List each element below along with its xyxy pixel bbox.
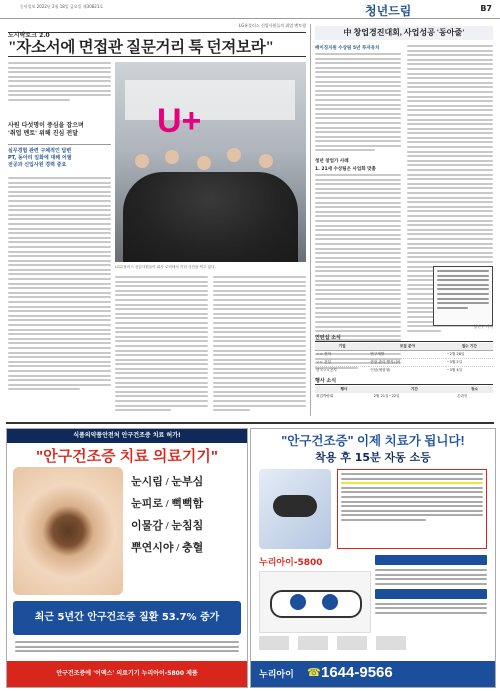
table-header: 장소 xyxy=(471,387,478,391)
symptom-item: 눈시림 / 눈부심 xyxy=(131,476,204,488)
masthead: 동아일보 2022년 2월 18일 금요일 제30821호 xyxy=(20,4,104,9)
table-cell: 2월 21일~22일 xyxy=(373,394,400,398)
ad-right xyxy=(250,428,496,688)
table-header: 접수 기간 xyxy=(446,343,493,351)
ad-left-stat: 최근 5년간 안구건조증 질환 53.7% 증가 xyxy=(34,612,220,623)
table-cell: ㅇㅇ 전자 xyxy=(315,351,369,359)
phone-number[interactable]: 1644-9566 xyxy=(321,664,393,681)
sub-heading-1: 사원 다섯명이 중심을 잡으며 '취업 멘토' 위해 진심 전달 xyxy=(8,122,84,137)
table-cell: 현장 관리 엔지니어 xyxy=(369,359,445,367)
ad-right-sub: 착용 후 15분 자동 소등 xyxy=(315,451,431,464)
ad-right-side-text xyxy=(375,555,487,617)
note-box xyxy=(433,266,493,326)
body-column-3 xyxy=(213,276,306,414)
symptom-list xyxy=(131,473,241,555)
table-row xyxy=(315,359,493,367)
ad-left-topline: 식품의약품안전처 안구건조증 치료 허가! xyxy=(7,429,247,443)
page-number: B7 xyxy=(480,4,492,13)
symptom-item: 이물감 / 눈침침 xyxy=(131,520,204,532)
table-cell: ~3월 2일 xyxy=(446,359,493,367)
ad-left-fineprint xyxy=(15,641,239,655)
device-photo xyxy=(259,469,331,549)
ad-left-footer: 안구건조증에 '이맥스' 의료기기 누리아이-5800 제품 xyxy=(7,661,247,687)
right-heading-3: 1. 21세 수상팀은 사업화 맞춤 xyxy=(315,167,376,172)
section-subtitle: LG유플러스 신입사원들의 취업 멘토링 xyxy=(238,23,306,28)
table-cell: 인턴(체험형) xyxy=(370,368,391,372)
right-body-1 xyxy=(315,53,401,154)
certification-logos xyxy=(259,635,487,651)
table-row xyxy=(315,367,493,375)
table-cell: ~2월 28일 xyxy=(446,351,493,359)
body-column-1 xyxy=(8,177,111,393)
product-image xyxy=(259,571,371,633)
sub-heading-2: 실무경험 관련 구체적인 답변 PT, 동아리 일화에 대해 어필 전공과 신입사원 경력 중요 xyxy=(8,148,72,168)
internship-table xyxy=(315,334,493,400)
left-article xyxy=(8,22,306,415)
table-header: 행사 xyxy=(340,387,348,391)
table-cell: 한국ㅇㅇ공사 xyxy=(316,368,337,372)
event-grid xyxy=(315,386,493,400)
body-column-2 xyxy=(115,276,208,414)
table2-title: 행사 소식 xyxy=(315,377,493,385)
table-cell: 온라인 xyxy=(457,394,468,398)
table-title: 인턴십 소식 xyxy=(315,334,493,342)
right-heading-2: 청년 창업가 사례 xyxy=(315,159,349,164)
ad-right-footer xyxy=(251,661,495,687)
logo: 청년드림 xyxy=(365,4,412,18)
article-photo: U+ xyxy=(115,62,306,262)
intro-paragraph xyxy=(8,62,111,103)
table-header: 기간 xyxy=(410,387,418,391)
headline: "자소서에 면접관 질문거리 툭 던져보라" xyxy=(8,39,274,56)
right-heading-1: 베이징지원 수상팀 5년 투자유치 xyxy=(315,46,380,51)
page-header xyxy=(0,0,500,19)
table-row xyxy=(315,393,493,400)
ad-left xyxy=(6,428,248,688)
brand-name: 누리아이 xyxy=(259,670,294,680)
internship-grid xyxy=(315,343,493,374)
table-cell: 연구개발 xyxy=(369,351,445,359)
table-row xyxy=(315,351,493,359)
ad-left-headline: "안구건조증 치료 의료기기" xyxy=(36,448,218,465)
table-cell: ~3월 4일 xyxy=(446,368,463,372)
symptom-item: 뿌연시야 / 충혈 xyxy=(131,542,204,554)
section-title: 도시락토크 2.0 xyxy=(8,32,50,39)
phone-icon: ☎ xyxy=(307,666,321,679)
symptom-item: 눈피로 / 뻑뻑함 xyxy=(131,498,204,510)
author: 양진우 기자 xyxy=(473,324,493,329)
table-header: 기업 xyxy=(315,343,369,351)
table-cell: ㅇㅇ 건설 xyxy=(315,359,369,367)
table-header: 모집 분야 xyxy=(369,343,445,351)
ad-right-info-box xyxy=(337,469,487,549)
right-article xyxy=(315,26,493,416)
ad-left-banner xyxy=(13,601,241,635)
right-section-title: 中 창업경진대회, 사업성공 '동아줄' xyxy=(315,26,493,40)
section-bar xyxy=(8,22,306,39)
eye-illustration xyxy=(13,467,123,595)
photo-caption: LG유플러스 신입사원들이 회사 로비에서 기념 사진을 찍고 있다. xyxy=(115,265,216,269)
ad-right-title: "안구건조증" 이제 치료가 됩니다! xyxy=(281,434,465,448)
product-name: 누리아이-5800 xyxy=(259,558,323,568)
table-cell: 취업박람회 xyxy=(316,394,334,398)
